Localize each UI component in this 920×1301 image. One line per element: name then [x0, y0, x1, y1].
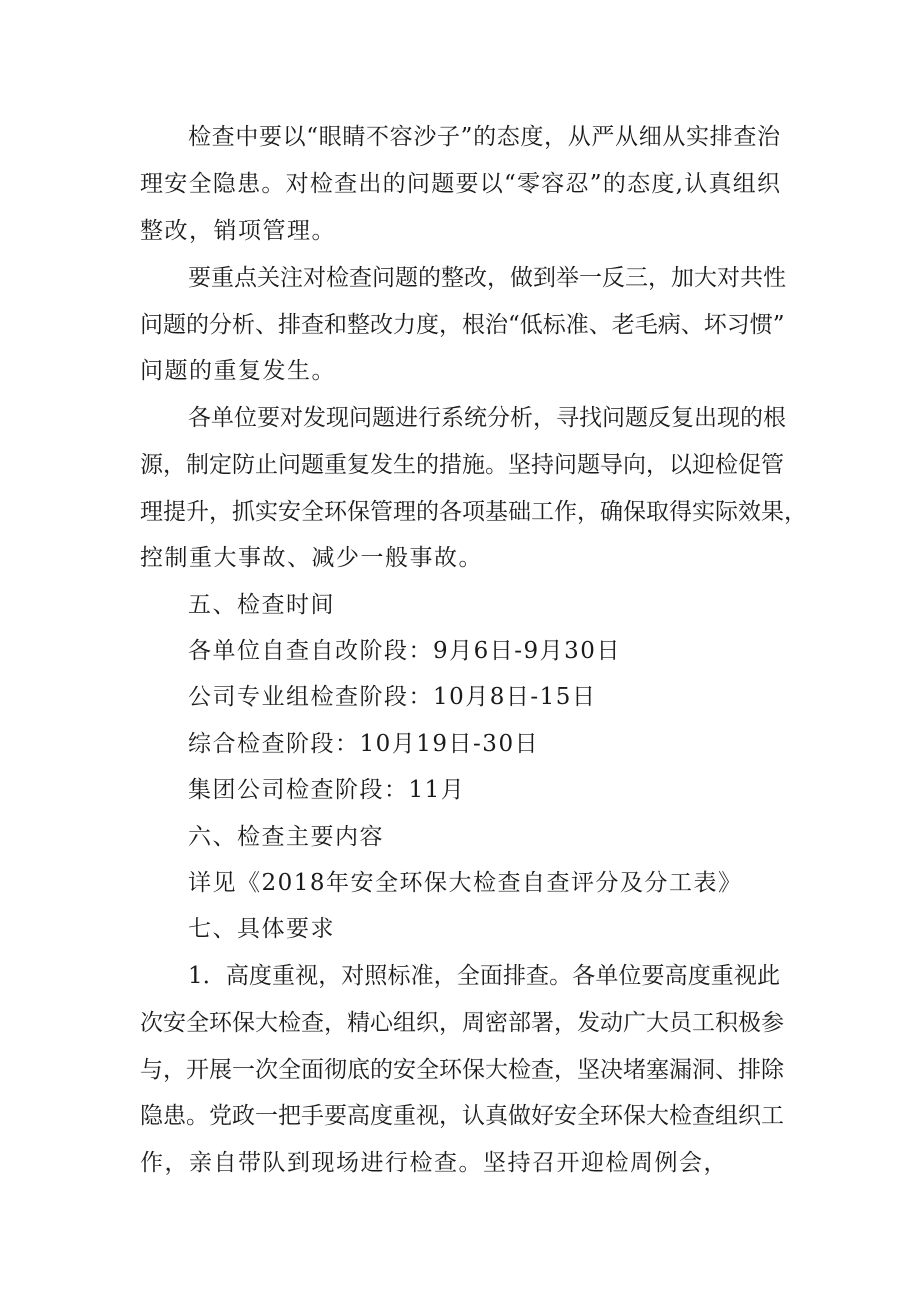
schedule-item-4: 集团公司检查阶段：11月 [188, 777, 466, 803]
paragraph-3-line-1: 各单位要对发现问题进行系统分析，寻找问题反复出现的根 [188, 405, 786, 431]
section-6-heading: 六、检查主要内容 [188, 824, 384, 850]
section-7-line-1: 1．高度重视，对照标准，全面排查。各单位要高度重视此 [188, 963, 780, 989]
section-7-line-2: 次安全环保大检查，精心组织，周密部署，发动广大员工积极参 [140, 1010, 784, 1036]
section-7-line-3: 与，开展一次全面彻底的安全环保大检查，坚决堵塞漏洞、排除 [140, 1057, 784, 1083]
paragraph-1-line-1: 检查中要以“眼睛不容沙子”的态度，从严从细从实排查治 [188, 124, 780, 150]
section-6-text: 详见《2018年安全环保大检查自查评分及分工表》 [188, 870, 743, 896]
schedule-item-3: 综合检查阶段：10月19日-30日 [188, 731, 540, 757]
section-7-line-4: 隐患。党政一把手要高度重视，认真做好安全环保大检查组织工 [140, 1103, 784, 1129]
paragraph-2-line-1: 要重点关注对检查问题的整改，做到举一反三，加大对共性 [188, 265, 786, 291]
section-7-heading: 七、具体要求 [188, 916, 335, 942]
section-5-heading: 五、检查时间 [188, 592, 335, 618]
paragraph-1-line-3: 整改，销项管理。 [140, 218, 336, 244]
paragraph-3-line-2: 源，制定防止问题重复发生的措施。坚持问题导向，以迎检促管 [140, 452, 784, 478]
section-7-line-5: 作，亲自带队到现场进行检查。坚持召开迎检周例会， [140, 1150, 728, 1176]
paragraph-3-line-4: 控制重大事故、减少一般事故。 [140, 545, 483, 571]
paragraph-3-line-3: 理提升，抓实安全环保管理的各项基础工作，确保取得实际效果， [140, 499, 807, 525]
schedule-item-1: 各单位自查自改阶段：9月6日-9月30日 [188, 638, 621, 664]
paragraph-2-line-2: 问题的分析、排查和整改力度，根治“低标准、老毛病、坏习惯” [140, 312, 785, 338]
schedule-item-2: 公司专业组检查阶段：10月8日-15日 [188, 684, 597, 710]
paragraph-2-line-3: 问题的重复发生。 [140, 358, 336, 384]
paragraph-1-line-2: 理安全隐患。对检查出的问题要以“零容忍”的态度,认真组织 [140, 171, 780, 197]
